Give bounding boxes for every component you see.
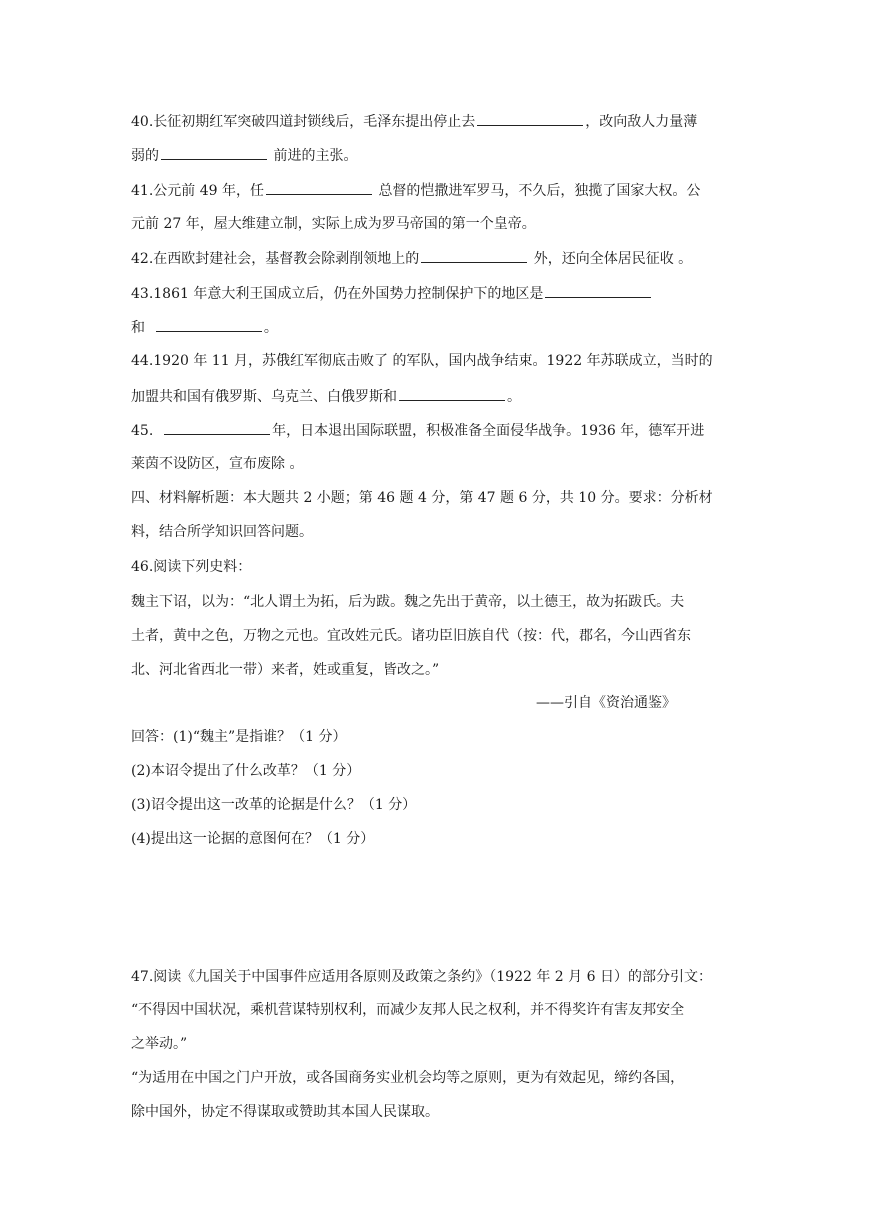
q40-text-b: ，改向敌人力量薄 bbox=[585, 114, 698, 130]
q46-question-1: 回答：(1)“魏主”是指谁？（1 分） bbox=[131, 729, 347, 745]
q46-source: ——引自《资治通鉴》 bbox=[536, 695, 676, 711]
q44-blank bbox=[399, 386, 505, 401]
q46-question-3: (3)诏令提出这一改革的论据是什么？（1 分） bbox=[131, 797, 417, 813]
q46-passage-line3: 北、河北省西北一带）来者，姓或重复，皆改之。” bbox=[131, 662, 440, 678]
q41-text-b: 总督的恺撒进军罗马，不久后，独揽了国家大权。公 bbox=[378, 183, 701, 199]
q44-line2 bbox=[131, 386, 741, 406]
q42-text-b: 外，还向全体居民征收 。 bbox=[533, 251, 693, 267]
section4-line1: 四、材料解析题：本大题共 2 小题；第 46 题 4 分，第 47 题 6 分，共 10 分。要求：分析材 bbox=[131, 490, 713, 506]
q44-text-a: 加盟共和国有俄罗斯、乌克兰、白俄罗斯和 bbox=[131, 389, 397, 405]
q44-line1: 44.1920 年 11 月，苏俄红军彻底击败了 的军队，国内战争结束。1922 年苏联成立，当时的 bbox=[131, 353, 713, 369]
q40-line1 bbox=[131, 111, 741, 131]
q44-text-b: 。 bbox=[507, 389, 521, 405]
q43-line1 bbox=[131, 283, 741, 303]
q45-line2: 莱茵不设防区，宣布废除 。 bbox=[131, 456, 304, 472]
q45-line1 bbox=[131, 420, 741, 440]
q41-blank bbox=[266, 180, 372, 195]
q41-text-a: 41.公元前 49 年，任 bbox=[131, 183, 264, 199]
section4-line2: 料，结合所学知识回答问题。 bbox=[131, 524, 313, 540]
q40-text-d: 前进的主张。 bbox=[273, 148, 358, 164]
q42-blank bbox=[421, 248, 527, 263]
q43-blank-1 bbox=[545, 283, 651, 298]
q47-quote1-line2: 之举动。” bbox=[131, 1036, 188, 1052]
q40-line2 bbox=[131, 145, 741, 165]
q43-text-b: 和 bbox=[131, 320, 145, 336]
q46-passage-line1: 魏主下诏，以为：“北人谓土为拓，后为跋。魏之先出于黄帝，以土德王，故为拓跋氏。夫 bbox=[131, 594, 685, 610]
q47-quote1-line1: “不得因中国状况，乘机营谋特别权利，而减少友邦人民之权利，并不得奖许有害友邦安全 bbox=[131, 1002, 685, 1018]
q47-line1: 47.阅读《九国关于中国事件应适用各原则及政策之条约》（1922 年 2 月 6 日）的部分引文： bbox=[131, 969, 712, 985]
q43-text-a: 43.1861 年意大利王国成立后，仍在外国势力控制保护下的地区是 bbox=[131, 286, 544, 302]
q43-text-c: 。 bbox=[263, 320, 278, 336]
q40-text-c: 弱的 bbox=[131, 148, 159, 164]
q43-line2 bbox=[131, 317, 741, 337]
q45-text-a: 45. bbox=[131, 423, 154, 439]
q40-blank-2 bbox=[161, 145, 267, 160]
q42-text-a: 42.在西欧封建社会，基督教会除剥削领地上的 bbox=[131, 251, 420, 267]
q47-quote2-line2: 除中国外，协定不得谋取或赞助其本国人民谋取。 bbox=[131, 1104, 439, 1120]
q45-text-b: 年，日本退出国际联盟，积极准备全面侵华战争。1936 年，德军开进 bbox=[272, 423, 705, 439]
q46-intro: 46.阅读下列史料： bbox=[131, 559, 252, 575]
q40-text-a: 40.长征初期红军突破四道封锁线后，毛泽东提出停止去 bbox=[131, 114, 476, 130]
q42-line bbox=[131, 248, 741, 268]
q41-line1 bbox=[131, 180, 741, 200]
q40-blank-1 bbox=[477, 111, 583, 126]
q41-line2: 元前 27 年，屋大维建立制，实际上成为罗马帝国的第一个皇帝。 bbox=[131, 216, 536, 232]
q46-question-4: (4)提出这一论据的意图何在？（1 分） bbox=[131, 831, 375, 847]
q46-passage-line2: 土者，黄中之色，万物之元也。宜改姓元氏。诸功臣旧族自代（按：代，郡名，今山西省东 bbox=[131, 628, 691, 644]
q43-blank-2 bbox=[156, 317, 262, 332]
q46-question-2: (2)本诏令提出了什么改革？（1 分） bbox=[131, 763, 361, 779]
q45-blank bbox=[164, 420, 270, 435]
q47-quote2-line1: “为适用在中国之门户开放，或各国商务实业机会均等之原则，更为有效起见，缔约各国， bbox=[131, 1070, 685, 1086]
